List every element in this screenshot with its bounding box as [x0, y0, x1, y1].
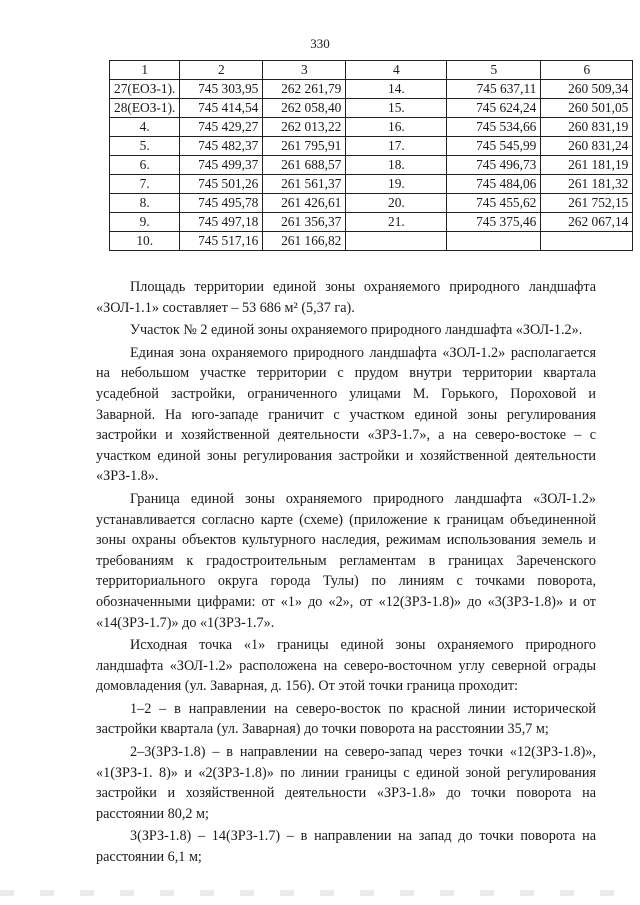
- point-number: 21.: [346, 213, 447, 232]
- coordinate-x: 745 624,24: [447, 99, 541, 118]
- point-number: 9.: [110, 213, 180, 232]
- column-header: 1: [110, 61, 180, 80]
- coordinate-x: 745 545,99: [447, 137, 541, 156]
- coordinate-x: 745 517,16: [180, 232, 263, 251]
- coordinate-y: 262 058,40: [263, 99, 346, 118]
- column-header: 2: [180, 61, 263, 80]
- coordinate-x: 745 455,62: [447, 194, 541, 213]
- table-row: [110, 156, 633, 175]
- point-number: 15.: [346, 99, 447, 118]
- coordinate-y: 261 795,91: [263, 137, 346, 156]
- table-row: [110, 137, 633, 156]
- coordinate-x: 745 497,18: [180, 213, 263, 232]
- coordinate-y: 260 509,34: [541, 80, 633, 99]
- coordinate-x: 745 637,11: [447, 80, 541, 99]
- table-row: [110, 118, 633, 137]
- point-number: [346, 232, 447, 251]
- coordinate-x: 745 482,37: [180, 137, 263, 156]
- coordinate-x: 745 501,26: [180, 175, 263, 194]
- boundary-segment-paragraph: 2–3(ЗРЗ-1.8) – в направлении на северо-запад через точки «12(ЗРЗ-1.8)», «1(ЗРЗ-1. 8)» и «2(ЗРЗ-1.8)» по линии границы с единой зоной регулирования застройки и хозяйственной деятельности «ЗРЗ-1.8» до точки поворота на расстоянии 80,2 м;: [96, 744, 596, 822]
- page-number: 330: [310, 36, 330, 51]
- table-row: [110, 232, 633, 251]
- section-heading: Участок № 2 единой зоны охраняемого природного ландшафта «ЗОЛ-1.2».: [130, 322, 583, 339]
- point-number: 10.: [110, 232, 180, 251]
- coordinate-y: 261 181,19: [541, 156, 633, 175]
- coordinate-x: 745 303,95: [180, 80, 263, 99]
- coordinate-x: 745 496,73: [447, 156, 541, 175]
- column-header: 4: [346, 61, 447, 80]
- table-row: [110, 194, 633, 213]
- coordinate-y: 260 831,19: [541, 118, 633, 137]
- point-number: 17.: [346, 137, 447, 156]
- table-row: [110, 213, 633, 232]
- boundary-segment-paragraph: 3(ЗРЗ-1.8) – 14(ЗРЗ-1.7) – в направлении на запад до точки поворота на расстоянии 6,1 м;: [96, 828, 596, 866]
- boundary-segment-paragraph: 1–2 – в направлении на северо-восток по красной линии исторической застройки квартала (ул. Заварная) до точки поворота на расстоянии 35,7 м;: [96, 700, 596, 738]
- coordinate-x: [447, 232, 541, 251]
- point-number: 4.: [110, 118, 180, 137]
- coordinates-table: [109, 60, 633, 251]
- coordinate-y: 262 013,22: [263, 118, 346, 137]
- coordinate-y: 262 067,14: [541, 213, 633, 232]
- coordinate-x: 745 534,66: [447, 118, 541, 137]
- point-number: 20.: [346, 194, 447, 213]
- column-header: 3: [263, 61, 346, 80]
- coordinate-y: 261 426,61: [263, 194, 346, 213]
- coordinate-y: 261 181,32: [541, 175, 633, 194]
- coordinate-y: 260 501,05: [541, 99, 633, 118]
- coordinate-x: 745 499,37: [180, 156, 263, 175]
- table-row: [110, 175, 633, 194]
- coordinate-y: 261 688,57: [263, 156, 346, 175]
- point-number: 28(ЕОЗ-1).: [110, 99, 180, 118]
- table-row: [110, 80, 633, 99]
- table-row: [110, 99, 633, 118]
- scan-artifact-strip: [0, 890, 640, 896]
- starting-point-paragraph: Исходная точка «1» границы единой зоны охраняемого природного ландшафта «ЗОЛ-1.2» расположена на северо-восточном углу северной ограды домовладения (ул. Заварная, д. 156). От этой точки граница проходит:: [96, 637, 596, 695]
- coordinate-y: 261 561,37: [263, 175, 346, 194]
- column-header: 5: [447, 61, 541, 80]
- zone-description-paragraph: Единая зона охраняемого природного ландшафта «ЗОЛ-1.2» располагается на небольшом участке территории с прудом внутри территории квартала усадебной застройки, ограниченного улицами М. Горького, Пороховой и Заварной. На юго-западе граничит с участком единой зоны регулирования застройки и хозяйственной деятельности «ЗРЗ-1.7», а на северо-востоке – с участком единой зоны регулирования застройки и хозяйственной деятельности «ЗРЗ-1.8».: [96, 344, 596, 485]
- table-header-row: [110, 61, 633, 80]
- coordinate-x: 745 484,06: [447, 175, 541, 194]
- point-number: 16.: [346, 118, 447, 137]
- area-paragraph: Площадь территории единой зоны охраняемого природного ландшафта «ЗОЛ-1.1» составляет – 53 686 м² (5,37 га).: [96, 279, 596, 316]
- coordinate-y: 261 356,37: [263, 213, 346, 232]
- coordinate-y: 262 261,79: [263, 80, 346, 99]
- point-number: 18.: [346, 156, 447, 175]
- column-header: 6: [541, 61, 633, 80]
- coordinate-x: 745 495,78: [180, 194, 263, 213]
- coordinate-y: [541, 232, 633, 251]
- point-number: 27(ЕОЗ-1).: [110, 80, 180, 99]
- coordinate-y: 261 166,82: [263, 232, 346, 251]
- document-body: [96, 277, 596, 870]
- boundary-definition-paragraph: Граница единой зоны охраняемого природного ландшафта «ЗОЛ-1.2» устанавливается согласно карте (схеме) (приложение к границам объединенной зоны охраны объектов культурного наследия, режимам использования земель и требованиям к градостроительным регламентам в границах Зареченского территориального округа города Тулы) по линиям с точками поворота, обозначенными цифрами: от «1» до «2», от «12(ЗРЗ-1.8)» до «3(ЗРЗ-1.8)» и от «14(ЗРЗ-1.7)» до «1(ЗРЗ-1.7».: [96, 490, 596, 631]
- point-number: 7.: [110, 175, 180, 194]
- point-number: 14.: [346, 80, 447, 99]
- point-number: 8.: [110, 194, 180, 213]
- point-number: 19.: [346, 175, 447, 194]
- coordinate-x: 745 375,46: [447, 213, 541, 232]
- coordinate-x: 745 429,27: [180, 118, 263, 137]
- coordinate-y: 260 831,24: [541, 137, 633, 156]
- coordinate-y: 261 752,15: [541, 194, 633, 213]
- point-number: 6.: [110, 156, 180, 175]
- point-number: 5.: [110, 137, 180, 156]
- coordinate-x: 745 414,54: [180, 99, 263, 118]
